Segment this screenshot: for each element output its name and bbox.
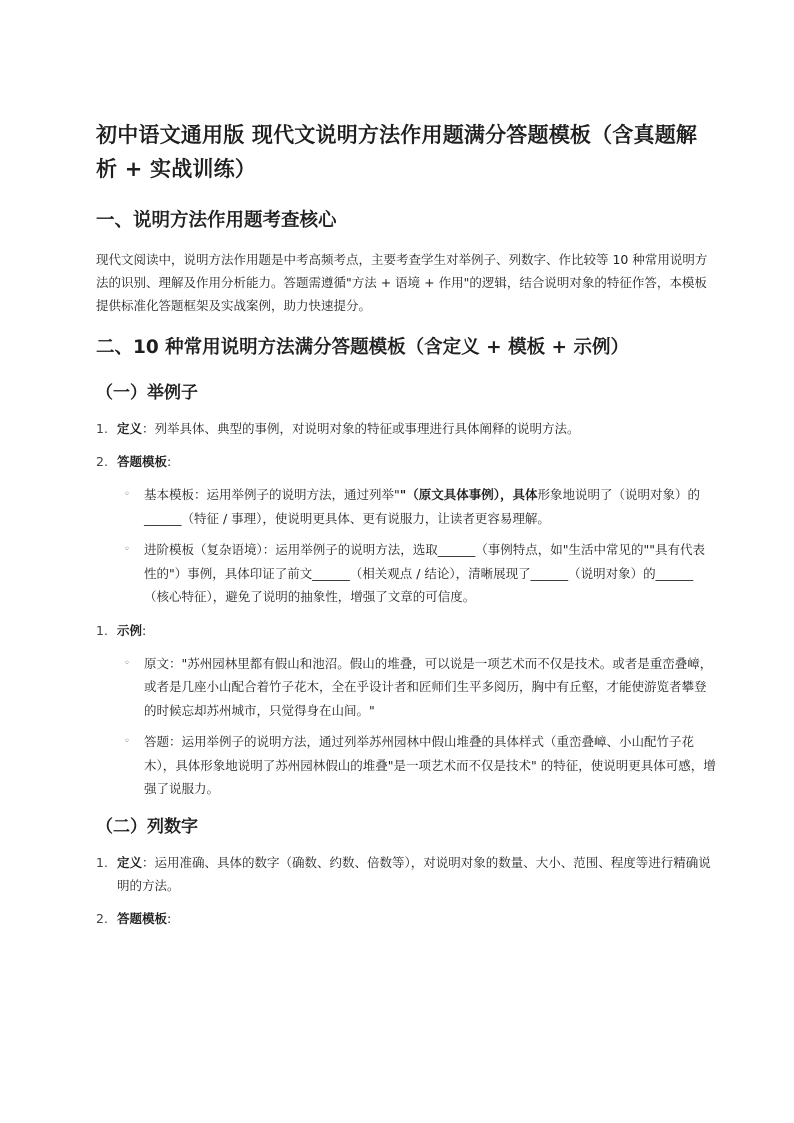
subsection-heading-numbers: （二）列数字 xyxy=(96,816,198,837)
example-colon: : xyxy=(142,622,147,638)
definition-item xyxy=(96,417,716,440)
list-item-advanced-template xyxy=(96,538,716,609)
example-label: 示例 xyxy=(117,622,143,638)
list-item-basic-template xyxy=(96,483,716,530)
list-number: 2. xyxy=(96,910,108,926)
example-list xyxy=(96,652,716,801)
basic-template-text-a: 基本模板：运用举例子的说明方法，通过列举" xyxy=(144,487,400,502)
section-heading-1: 一、说明方法作用题考查核心 xyxy=(96,210,337,231)
example-item xyxy=(96,619,716,642)
template-list xyxy=(96,483,716,609)
section-1-body: 现代文阅读中，说明方法作用题是中考高频考点，主要考查学生对举例子、列数字、作比较等 10 种常用说明方法的识别、理解及作用分析能力。答题需遵循"方法 + 语境 + 作用"的逻辑，结合说明对象的特征作答，本模板提供标准化答题框架及实战案例，助力快速提分。 xyxy=(96,252,708,313)
template-label: 答题模板 xyxy=(117,454,168,469)
definition-item xyxy=(96,851,716,897)
advanced-template-text: 进阶模板（复杂语境）：运用举例子的说明方法，选取______（事例特点，如"生活中常见的""具有代表性的"）事例，具体印证了前文______（相关观点 / 结论），清晰展现了______（说明对象）的______（核心特征），避免了说明的抽象性，增强了文章的可信度。 xyxy=(144,542,706,604)
document-title: 初中语文通用版 现代文说明方法作用题满分答题模板（含真题解析 + 实战训练） xyxy=(96,123,698,181)
template-item xyxy=(96,907,716,930)
document-page xyxy=(96,118,716,940)
definition-label: 定义 xyxy=(117,854,143,870)
bullet-icon: ◦ xyxy=(124,657,130,669)
definition-text: ：列举具体、典型的事例，对说明对象的特征或事理进行具体阐释的说明方法。 xyxy=(142,421,580,436)
definition-text: ：运用准确、具体的数字（确数、约数、倍数等），对说明对象的数量、大小、范围、程度等进行精确说明的方法。 xyxy=(117,854,711,893)
list-number: 2. xyxy=(96,454,108,469)
section-heading-2: 二、10 种常用说明方法满分答题模板（含定义 + 模板 + 示例） xyxy=(96,337,629,358)
original-text: 原文："苏州园林里都有假山和池沼。假山的堆叠，可以说是一项艺术而不仅是技术。或者是重峦叠嶂，或者是几座小山配合着竹子花木，全在乎设计者和匠师们生平多阅历，胸中有丘壑，才能使游览者攀登的时候忘却苏州城市，只觉得身在山间。" xyxy=(144,655,713,718)
template-label: 答题模板 xyxy=(117,910,168,926)
template-item xyxy=(96,450,716,473)
list-number: 1. xyxy=(96,622,108,638)
list-number: 1. xyxy=(96,421,108,436)
bullet-icon: ◦ xyxy=(124,736,130,747)
list-item-original-text xyxy=(96,652,716,723)
definition-label: 定义 xyxy=(117,421,143,436)
bullet-icon: ◦ xyxy=(124,544,130,555)
basic-template-text-b: "（原文具体事例），具体 xyxy=(399,487,538,502)
answer-text: 答题：运用举例子的说明方法，通过列举苏州园林中假山堆叠的具体样式（重峦叠嶂、小山配竹子花木），具体形象地说明了苏州园林假山的堆叠"是一项艺术而不仅是技术" 的特征，使说明更具体可感，增强了说服力。 xyxy=(144,734,716,796)
template-colon: : xyxy=(167,910,172,926)
template-colon: : xyxy=(167,454,172,469)
subsection-heading-examples: （一）举例子 xyxy=(96,383,198,403)
basic-template-text-c: 形象地说明了（说明对象）的______（特征 / 事理），使说明更具体、更有说服力，让读者更容易理解。 xyxy=(144,487,701,526)
list-item-answer xyxy=(96,730,716,801)
bullet-icon: ◦ xyxy=(124,489,130,500)
list-number: 1. xyxy=(96,854,108,870)
